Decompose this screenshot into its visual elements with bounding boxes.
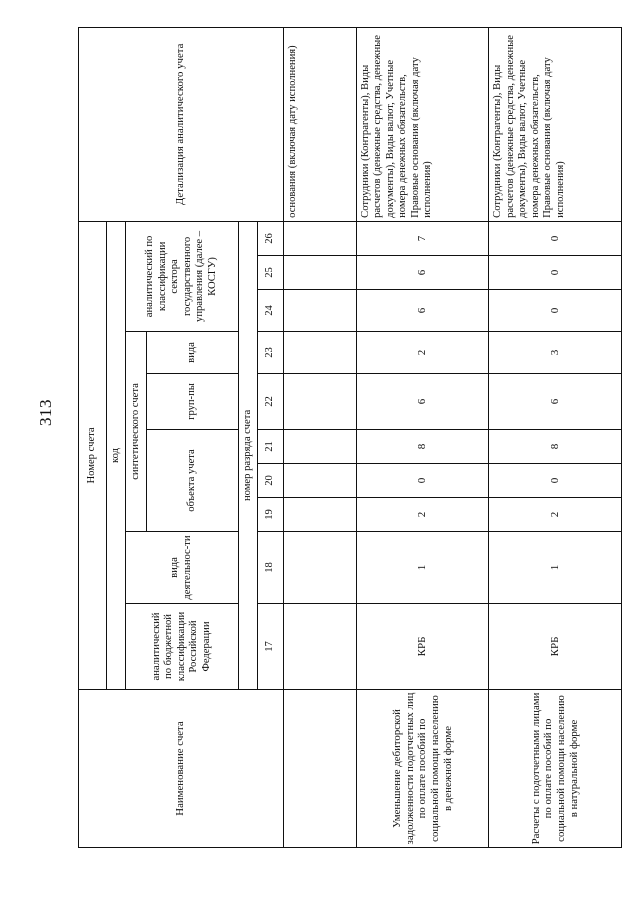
row-value: 2 <box>356 332 488 374</box>
row-value: 0 <box>489 256 622 290</box>
row-value: 2 <box>356 498 488 532</box>
continuation-cell <box>283 256 356 290</box>
digit-cell: 24 <box>257 290 283 332</box>
header-synthetic: синтетического счета <box>125 332 146 532</box>
continuation-cell <box>283 604 356 690</box>
table-row <box>489 27 622 847</box>
continuation-cell <box>283 374 356 430</box>
row-value: 1 <box>489 532 622 604</box>
continuation-cell <box>283 332 356 374</box>
header-account-number: Номер счета <box>79 221 107 689</box>
continuation-cell <box>283 430 356 464</box>
digit-cell: 23 <box>257 332 283 374</box>
digit-cell: 26 <box>257 221 283 255</box>
digit-cell: 25 <box>257 256 283 290</box>
row-value: КРБ <box>356 604 488 690</box>
row-value: 0 <box>489 221 622 255</box>
header-analytical-budget: аналитический по бюджетной классификации Российской Федерации <box>125 604 239 690</box>
continuation-detail: основания (включая дату исполнения) <box>283 27 356 221</box>
row-value: 8 <box>356 430 488 464</box>
row-value: 1 <box>356 532 488 604</box>
row-value: 6 <box>489 374 622 430</box>
row-value: 8 <box>489 430 622 464</box>
page-number: 313 <box>36 399 55 426</box>
header-group: груп-пы <box>147 374 239 430</box>
row-value: 3 <box>489 332 622 374</box>
digit-cell: 20 <box>257 464 283 498</box>
continuation-cell <box>283 464 356 498</box>
row-value: 6 <box>356 374 488 430</box>
continuation-cell <box>283 290 356 332</box>
row-value: 6 <box>356 290 488 332</box>
header-activity-type: вида деятельнос-ти <box>125 532 239 604</box>
continuation-name-cell <box>283 690 356 848</box>
row-name: Уменьшение дебиторской задолженности подотчетных лиц по оплате пособий по социальной помощи населению в денежной форме <box>356 690 488 848</box>
row-value: 2 <box>489 498 622 532</box>
header-code: код <box>107 221 125 689</box>
row-value: 0 <box>356 464 488 498</box>
continuation-cell <box>283 221 356 255</box>
row-detail: Сотрудники (Контрагенты), Виды расчетов (денежные средства, денежные документы), Виды валют, Учетные номера денежных обязательств, Правовые основания (включая дату исполнения) <box>489 27 622 221</box>
row-value: 0 <box>489 290 622 332</box>
digit-cell: 21 <box>257 430 283 464</box>
row-detail: Сотрудники (Контрагенты), Виды расчетов (денежные средства, денежные документы), Виды валют, Учетные номера денежных обязательств, Правовые основания (включая дату исполнения) <box>356 27 488 221</box>
row-value: 6 <box>356 256 488 290</box>
accounts-table <box>78 27 622 848</box>
header-analytical-kosgu: аналитический по классификации сектора государственного управления (далее – КОСГУ) <box>125 221 239 331</box>
header-kind: вида <box>147 332 239 374</box>
digit-cell: 18 <box>257 532 283 604</box>
row-value: 7 <box>356 221 488 255</box>
continuation-cell <box>283 498 356 532</box>
header-digit-number: номер разряда счета <box>239 221 257 689</box>
table-row <box>356 27 488 847</box>
digit-cell: 19 <box>257 498 283 532</box>
continuation-cell <box>283 532 356 604</box>
header-detail: Детализация аналитического учета <box>79 27 284 221</box>
row-value: КРБ <box>489 604 622 690</box>
row-value: 0 <box>489 464 622 498</box>
header-name: Наименование счета <box>79 690 284 848</box>
digit-cell: 22 <box>257 374 283 430</box>
rotated-table-wrapper <box>78 28 622 848</box>
header-object: объекта учета <box>147 430 239 532</box>
digit-cell: 17 <box>257 604 283 690</box>
row-name: Расчеты с подотчетными лицами по оплате пособий по социальной помощи населению в натуральной форме <box>489 690 622 848</box>
